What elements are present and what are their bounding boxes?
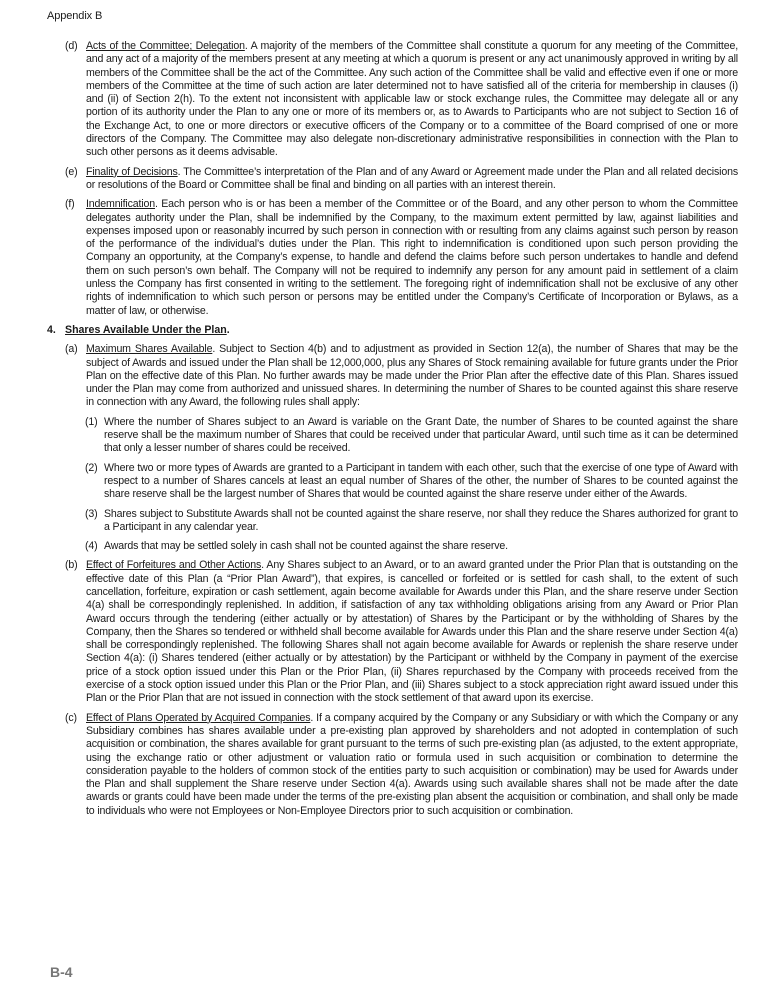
clause-label: (f) <box>65 198 75 211</box>
rule-2 <box>0 462 768 502</box>
section-title-suffix: . <box>226 323 230 336</box>
clause-label: (d) <box>65 40 78 52</box>
clause-text: . Each person who is or has been a member of the Committee or of the Board, and any other person to whom the Committee delegates authority under the Plan, shall be indemnified by the Company, to the maximum extent permitted by law, against liabilities and expenses imposed upon or reasonably incurred by such person in connection with or resulting from any claims against such person by reason of the performance of the individual’s duties under the Plan. This right to indemnification is conditioned upon such person providing the Company an opportunity, at the Company’s expense, to handle and defend the claims before such person undertakes to handle and defend them on such person’s own behalf. The Company will not be required to indemnify any person for any amount paid in settlement of a claim unless the Company has first consented in writing to the settlement. The foregoing right of indemnification shall not be exclusive of any other rights of indemnification to which such person or persons may be entitled under the Company’s Certificate of Incorporation or Bylaws, as a matter of law, or otherwise. <box>86 198 738 317</box>
clause-text: . Any Shares subject to an Award, or to an award granted under the Prior Plan that is outstanding on the effective date of this Plan (a “Prior Plan Award”), that expires, is cancelled or forfeited or is settled for cash shall, to the extent of such cancellation, forfeiture, expiration or cash settlement, again become available for Awards under this Plan, and the share reserve under Section 4(a) shall be correspondingly replenished. In addition, if satisfaction of any tax withholding obligations arising from any Award or Prior Plan Award occurs through the tendering (either actually or by attestation) of Shares by the Participant or by the withholding of Shares by the Company, then the Shares so tendered or withheld shall become available for Awards under this Plan and the share reserve under Section 4(a) shall be correspondingly replenished. The following Shares shall not again become available for Awards or replenish the share reserve under Section 4(a): (i) Shares tendered (either actually or by attestation) by the Participant or withheld by the Company in payment of the exercise price of a stock option issued under this Plan or the Prior Plan, (ii) Shares repurchased by the Company with proceeds received from the exercise of a stock option issued under this Plan or the Prior Plan, and (iii) Shares subject to a stock appreciation right award issued under this Plan or the Prior Plan that are not issued in connection with the stock settlement of that award upon its exercise. <box>86 559 738 705</box>
clause-text: . If a company acquired by the Company or any Subsidiary or with which the Company or any Subsidiary combines has shares available under a pre-existing plan approved by shareholders and not adopted in contemplation of such acquisition or combination, the shares available for grant pursuant to the terms of such pre-existing plan (as adjusted, to the extent appropriate, using the exchange ratio or other adjustment or valuation ratio or formula used in such acquisition or combination to determine the consideration payable to the holders of common stock of the entities party to such acquisition or combination) may be used for Awards under the Plan and shall supplement the Share reserve under Section 4(a). Awards using such available shares shall not be made after the date awards or grants could have been made under the terms of the pre-existing plan absent the acquisition or combination, and shall only be made to individuals who were not Employees or Non-Employee Directors prior to such acquisition or combination. <box>86 711 738 817</box>
rule-text: Where the number of Shares subject to an Award is variable on the Grant Date, the number of Shares to be counted against the share reserve shall be the maximum number of Shares that could be received under that particular Award, until such time as it can be determined that only a lesser number of shares could be received. <box>104 415 738 455</box>
clause-label: (a) <box>65 343 78 356</box>
clause-label: (b) <box>65 559 78 572</box>
rule-4 <box>0 540 768 553</box>
rule-text: Shares subject to Substitute Awards shall not be counted against the share reserve, nor shall they reduce the Shares authorized for grant to a Participant in any calendar year. <box>104 507 738 533</box>
rule-label: (2) <box>85 461 98 474</box>
rule-label: (4) <box>85 540 98 553</box>
section-number: 4. <box>47 323 56 336</box>
clause-text: . A majority of the members of the Committee shall constitute a quorum for any meeting of the Committee, and any act of a majority of the members present at any meeting at which a quorum is present or any act unanimously approved in writing by all members of the Committee shall be the act of the Committee. Any such action of the Committee shall be valid and effective even if one or more members of the Committee at the time of such action are later determined not to have satisfied all of the criteria for membership in clauses (i) and (ii) of Section 2(h). To the extent not inconsistent with applicable law or stock exchange rules, the Committee may delegate all or any portion of its authority under the Plan to any one or more of its members or, as to Awards to Participants who are not subject to Section 16 of the Exchange Act, to one or more directors or executive officers of the Company or to a committee of the Board comprised of one or more directors of the Company. The Committee may also delegate non-discretionary administrative responsibilities in connection with the Plan to such other persons as it deems advisable. <box>86 40 738 159</box>
clause-3f <box>0 198 768 318</box>
page-header: Appendix B <box>47 10 103 22</box>
clause-text: . Subject to Section 4(b) and to adjustment as provided in Section 12(a), the number of Shares that may be the subject of Awards and issued under the Plan shall be 12,000,000, plus any Shares of Stock remaining available for future grants under the Prior Plan on the effective date of this Plan. No further awards may be made under the Prior Plan after the effective date of this Plan. Shares issued under the Plan may come from authorized and unissued shares. In determining the number of Shares to be counted against this share reserve in connection with any Award, the following rules shall apply: <box>86 343 738 409</box>
clause-text: . The Committee’s interpretation of the Plan and of any Award or Agreement made under the Plan and all related decisions or resolutions of the Board or Committee shall be final and binding on all parties with an interest therein. <box>86 165 738 191</box>
clause-heading: Effect of Forfeitures and Other Actions <box>86 559 262 572</box>
clause-heading: Effect of Plans Operated by Acquired Companies <box>86 711 311 724</box>
rule-text: Where two or more types of Awards are granted to a Participant in tandem with each other, such that the exercise of one type of Award with respect to a number of Shares cancels at least an equal number of Shares of the other, the number of Shares to be counted against the share reserve shall be the largest number of Shares that would be counted against the share reserve under either of the Awards. <box>104 461 738 501</box>
clause-heading: Maximum Shares Available <box>86 343 213 356</box>
clause-heading: Indemnification <box>86 198 156 211</box>
clause-label: (c) <box>65 711 77 724</box>
clause-heading: Finality of Decisions <box>86 165 178 178</box>
clause-heading: Acts of the Committee; Delegation <box>86 40 245 52</box>
rule-label: (1) <box>85 415 98 428</box>
rule-1 <box>0 416 768 456</box>
rule-text: Awards that may be settled solely in cash shall not be counted against the share reserve. <box>104 540 508 553</box>
section-4-heading <box>0 324 768 337</box>
clause-4a <box>0 343 768 409</box>
clause-3d <box>0 40 768 160</box>
rule-label: (3) <box>85 507 98 520</box>
clause-4b <box>0 559 768 705</box>
rule-3 <box>0 508 768 535</box>
section-title: Shares Available Under the Plan <box>65 323 227 336</box>
document-body <box>0 40 768 824</box>
clause-3e <box>0 166 768 193</box>
page-number: B-4 <box>50 964 73 980</box>
clause-label: (e) <box>65 165 78 178</box>
clause-4c <box>0 712 768 818</box>
